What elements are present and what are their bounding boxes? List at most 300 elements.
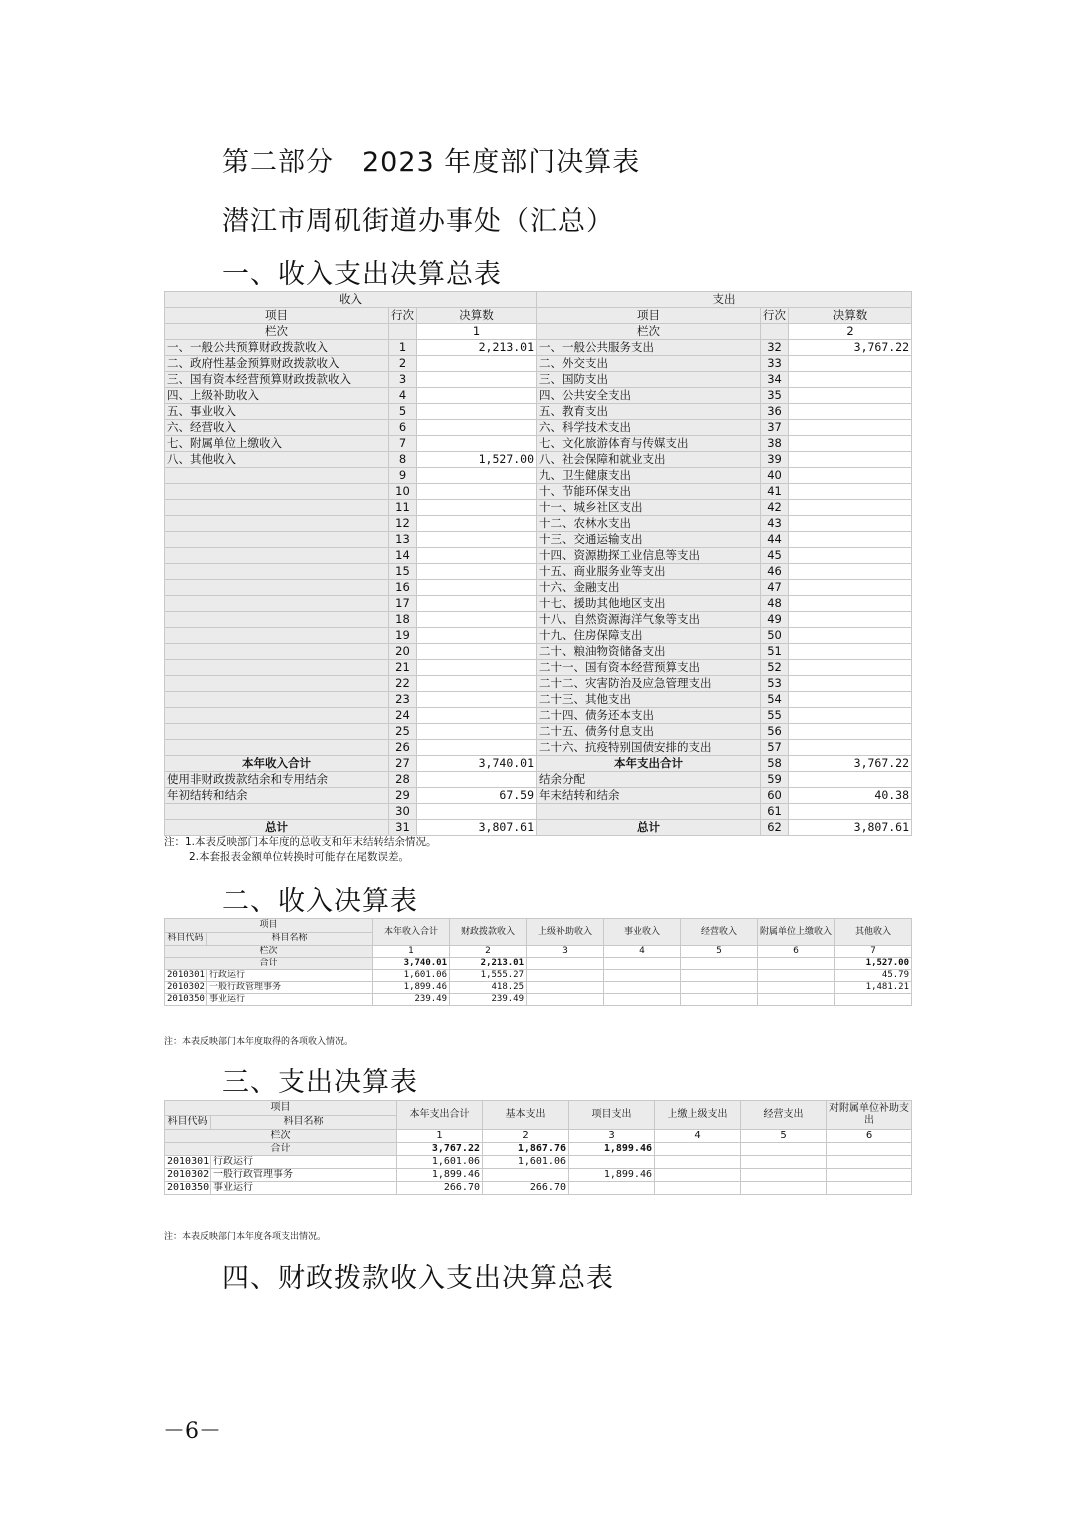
expense-amount: [789, 468, 912, 484]
income-row-no: 2: [389, 356, 417, 372]
expense-row-no: 44: [761, 532, 789, 548]
income-item: 五、事业收入: [165, 404, 389, 420]
income-row-no: 10: [389, 484, 417, 500]
income-col-no: 1: [417, 324, 537, 340]
income-amount: [417, 628, 537, 644]
amount-value: [527, 982, 604, 994]
table-row: [165, 500, 912, 516]
total-label: 合计: [165, 958, 373, 970]
table-row: [165, 1182, 912, 1195]
table-row: [165, 388, 912, 404]
income-item: [165, 484, 389, 500]
income-row-no: 8: [389, 452, 417, 468]
expense-row-no: 52: [761, 660, 789, 676]
column-number: 5: [741, 1130, 827, 1143]
amount-value: [527, 994, 604, 1006]
amount-value: [827, 1169, 912, 1182]
expense-row-no: 58: [761, 756, 789, 772]
expense-amount: [789, 532, 912, 548]
income-row-no: 12: [389, 516, 417, 532]
income-item: [165, 516, 389, 532]
table-row: [165, 452, 912, 468]
income-row-no: 29: [389, 788, 417, 804]
expense-row-no: 41: [761, 484, 789, 500]
expense-amount: [789, 708, 912, 724]
income-amount: [417, 708, 537, 724]
income-amount: [417, 692, 537, 708]
expense-item: 二十五、债务付息支出: [537, 724, 761, 740]
amount-value: 266.70: [483, 1182, 569, 1195]
amount-value: 1,601.06: [483, 1156, 569, 1169]
amount-value: [655, 1169, 741, 1182]
subject-name: 一般行政管理事务: [211, 1169, 397, 1182]
income-amount: [417, 356, 537, 372]
subject-name: 事业运行: [207, 994, 373, 1006]
table2-note: 注：本表反映部门本年度取得的各项收入情况。: [164, 1037, 354, 1047]
amount-value: 1,601.06: [397, 1156, 483, 1169]
income-item: [165, 580, 389, 596]
table-row: [165, 420, 912, 436]
column-number: 5: [681, 946, 758, 958]
total-value: 2,213.01: [450, 958, 527, 970]
expense-row-no: 45: [761, 548, 789, 564]
expense-lanci-label: 栏次: [537, 324, 761, 340]
expense-item: 三、国防支出: [537, 372, 761, 388]
expense-item: 十八、自然资源海洋气象等支出: [537, 612, 761, 628]
income-item: [165, 804, 389, 820]
table-row: [165, 772, 912, 788]
expense-row-no: 53: [761, 676, 789, 692]
income-amount: [417, 676, 537, 692]
income-amount: [417, 724, 537, 740]
income-row-no: 15: [389, 564, 417, 580]
expense-amount: [789, 612, 912, 628]
income-amount: [417, 612, 537, 628]
income-item: 六、经营收入: [165, 420, 389, 436]
column-header: 事业收入: [604, 919, 681, 946]
income-section-label: 收入: [165, 292, 537, 308]
income-row-no: 17: [389, 596, 417, 612]
expense-row-no: 33: [761, 356, 789, 372]
expense-row-no: 61: [761, 804, 789, 820]
expense-amount: [789, 452, 912, 468]
income-row-no-header: 行次: [389, 308, 417, 324]
expense-item: 六、科学技术支出: [537, 420, 761, 436]
expense-col-no: 2: [789, 324, 912, 340]
income-item: [165, 660, 389, 676]
amount-value: [681, 982, 758, 994]
column-number: 1: [397, 1130, 483, 1143]
income-row-no: 18: [389, 612, 417, 628]
income-item: 年初结转和结余: [165, 788, 389, 804]
income-row-no: 3: [389, 372, 417, 388]
amount-value: [483, 1169, 569, 1182]
expense-amount: [789, 436, 912, 452]
expense-item: 十五、商业服务业等支出: [537, 564, 761, 580]
expense-row-no: 51: [761, 644, 789, 660]
expense-row-no: 46: [761, 564, 789, 580]
table-row: [165, 484, 912, 500]
table3-total-row: [165, 1143, 912, 1156]
income-item: [165, 596, 389, 612]
income-amount-header: 决算数: [417, 308, 537, 324]
expense-row-no: 56: [761, 724, 789, 740]
income-row-no: 21: [389, 660, 417, 676]
column-header: 对附属单位补助支出: [827, 1101, 912, 1130]
expense-item: 二、外交支出: [537, 356, 761, 372]
expense-item: 十四、资源勘探工业信息等支出: [537, 548, 761, 564]
income-amount: [417, 564, 537, 580]
income-item-header: 项目: [165, 308, 389, 324]
income-item: 总计: [165, 820, 389, 836]
expense-table: [164, 1100, 912, 1195]
income-row-no: 22: [389, 676, 417, 692]
expense-item: [537, 804, 761, 820]
expense-item: 七、文化旅游体育与传媒支出: [537, 436, 761, 452]
column-number: 2: [450, 946, 527, 958]
expense-amount: [789, 420, 912, 436]
code-header: 科目代码: [165, 1115, 211, 1130]
expense-amount: [789, 388, 912, 404]
table1-heading: 一、收入支出决算总表: [222, 259, 502, 290]
amount-value: [741, 1156, 827, 1169]
subject-code: 2010350: [165, 1182, 211, 1195]
lanci-label: 栏次: [165, 946, 373, 958]
amount-value: 266.70: [397, 1182, 483, 1195]
table-row: [165, 982, 912, 994]
expense-row-no: 38: [761, 436, 789, 452]
amount-value: [741, 1182, 827, 1195]
expense-item: 二十二、灾害防治及应急管理支出: [537, 676, 761, 692]
expense-item: 二十一、国有资本经营预算支出: [537, 660, 761, 676]
expense-amount: [789, 644, 912, 660]
total-value: [527, 958, 604, 970]
expense-amount: [789, 372, 912, 388]
table2-total-row: [165, 958, 912, 970]
table1-lanci-row: [165, 324, 912, 340]
subject-code: 2010301: [165, 970, 207, 982]
expense-amount: 3,807.61: [789, 820, 912, 836]
expense-item: 十、节能环保支出: [537, 484, 761, 500]
income-row-no: 19: [389, 628, 417, 644]
column-header: 上缴上级支出: [655, 1101, 741, 1130]
table-row: [165, 596, 912, 612]
amount-value: [604, 970, 681, 982]
subject-code: 2010350: [165, 994, 207, 1006]
table-row: [165, 644, 912, 660]
expense-item: 年末结转和结余: [537, 788, 761, 804]
income-row-no: 1: [389, 340, 417, 356]
subject-name: 行政运行: [211, 1156, 397, 1169]
expense-row-no: 48: [761, 596, 789, 612]
expense-item: 九、卫生健康支出: [537, 468, 761, 484]
amount-value: 45.79: [835, 970, 912, 982]
column-number: 7: [835, 946, 912, 958]
income-row-no: 28: [389, 772, 417, 788]
total-value: [827, 1143, 912, 1156]
income-amount: [417, 420, 537, 436]
expense-row-no: 50: [761, 628, 789, 644]
expense-amount: 40.38: [789, 788, 912, 804]
expense-row-no: 60: [761, 788, 789, 804]
income-item: [165, 500, 389, 516]
income-row-no: 20: [389, 644, 417, 660]
column-number: 3: [569, 1130, 655, 1143]
expense-item: 十六、金融支出: [537, 580, 761, 596]
part-heading: 第二部分 2023 年度部门决算表: [222, 147, 641, 178]
table1-column-header-row: [165, 308, 912, 324]
expense-row-no: 32: [761, 340, 789, 356]
expense-item: 本年支出合计: [537, 756, 761, 772]
income-item: [165, 532, 389, 548]
table-row: [165, 740, 912, 756]
income-item: 二、政府性基金预算财政拨款收入: [165, 356, 389, 372]
table1-section-header-row: [165, 292, 912, 308]
amount-value: [758, 970, 835, 982]
income-row-no: 26: [389, 740, 417, 756]
income-amount: 67.59: [417, 788, 537, 804]
amount-value: [604, 994, 681, 1006]
table3-note: 注：本表反映部门本年度各项支出情况。: [164, 1232, 327, 1242]
income-lanci-label: 栏次: [165, 324, 389, 340]
income-amount: [417, 372, 537, 388]
income-item: [165, 724, 389, 740]
expense-amount: [789, 548, 912, 564]
table2-heading: 二、收入决算表: [222, 886, 418, 917]
table3-lanci-row: [165, 1130, 912, 1143]
expense-section-label: 支出: [537, 292, 912, 308]
column-number: 4: [655, 1130, 741, 1143]
page-number: －6－: [163, 1419, 221, 1444]
income-item: [165, 564, 389, 580]
subject-name: 一般行政管理事务: [207, 982, 373, 994]
income-amount: 1,527.00: [417, 452, 537, 468]
income-item: [165, 548, 389, 564]
income-lanci-blank: [389, 324, 417, 340]
table-row: [165, 356, 912, 372]
column-header: 本年支出合计: [397, 1101, 483, 1130]
income-amount: [417, 484, 537, 500]
income-amount: [417, 596, 537, 612]
income-amount: 3,740.01: [417, 756, 537, 772]
expense-amount: [789, 628, 912, 644]
income-amount: [417, 644, 537, 660]
amount-value: [681, 994, 758, 1006]
column-header: 经营支出: [741, 1101, 827, 1130]
total-value: 3,740.01: [373, 958, 450, 970]
income-amount: [417, 388, 537, 404]
amount-value: 1,555.27: [450, 970, 527, 982]
column-number: 6: [758, 946, 835, 958]
table-row: [165, 628, 912, 644]
expense-row-no: 34: [761, 372, 789, 388]
income-row-no: 4: [389, 388, 417, 404]
amount-value: 418.25: [450, 982, 527, 994]
table-row: [165, 820, 912, 836]
subject-code: 2010302: [165, 982, 207, 994]
table-row: [165, 516, 912, 532]
income-amount: [417, 532, 537, 548]
table-row: [165, 548, 912, 564]
expense-amount: [789, 516, 912, 532]
income-item: 四、上级补助收入: [165, 388, 389, 404]
expense-row-no: 39: [761, 452, 789, 468]
expense-amount: [789, 404, 912, 420]
income-amount: [417, 804, 537, 820]
total-value: [681, 958, 758, 970]
total-label: 合计: [165, 1143, 397, 1156]
expense-row-no: 57: [761, 740, 789, 756]
subject-code: 2010302: [165, 1169, 211, 1182]
income-amount: [417, 548, 537, 564]
income-amount: [417, 500, 537, 516]
expense-item: 结余分配: [537, 772, 761, 788]
amount-value: [655, 1182, 741, 1195]
amount-value: [527, 970, 604, 982]
expense-amount: [789, 660, 912, 676]
expense-amount: [789, 676, 912, 692]
table-row: [165, 404, 912, 420]
income-expense-summary-table: [164, 291, 912, 836]
expense-row-no: 43: [761, 516, 789, 532]
amount-value: [655, 1156, 741, 1169]
expense-item: 十七、援助其他地区支出: [537, 596, 761, 612]
subject-code: 2010301: [165, 1156, 211, 1169]
table2-header-row-1: [165, 919, 912, 933]
expense-amount: [789, 564, 912, 580]
expense-amount: [789, 596, 912, 612]
income-item: [165, 468, 389, 484]
income-amount: [417, 580, 537, 596]
income-row-no: 23: [389, 692, 417, 708]
table-row: [165, 970, 912, 982]
expense-item: 二十六、抗疫特别国债安排的支出: [537, 740, 761, 756]
table1-note2: 2.本套报表金额单位转换时可能存在尾数误差。: [189, 851, 410, 863]
amount-value: 1,899.46: [373, 982, 450, 994]
income-amount: [417, 516, 537, 532]
expense-amount: [789, 772, 912, 788]
income-item: [165, 676, 389, 692]
amount-value: 239.49: [373, 994, 450, 1006]
income-row-no: 16: [389, 580, 417, 596]
income-item: [165, 740, 389, 756]
total-value: 1,527.00: [835, 958, 912, 970]
total-value: [604, 958, 681, 970]
amount-value: [681, 970, 758, 982]
table2-lanci-row: [165, 946, 912, 958]
column-header: 本年收入合计: [373, 919, 450, 946]
income-row-no: 25: [389, 724, 417, 740]
column-number: 2: [483, 1130, 569, 1143]
table-row: [165, 372, 912, 388]
column-header: 其他收入: [835, 919, 912, 946]
column-header: 基本支出: [483, 1101, 569, 1130]
column-number: 6: [827, 1130, 912, 1143]
income-item: 三、国有资本经营预算财政拨款收入: [165, 372, 389, 388]
table-row: [165, 756, 912, 772]
expense-row-no: 62: [761, 820, 789, 836]
income-row-no: 24: [389, 708, 417, 724]
table3-header-row-1: [165, 1101, 912, 1116]
income-item: 使用非财政拨款结余和专用结余: [165, 772, 389, 788]
expense-item-header: 项目: [537, 308, 761, 324]
amount-value: [827, 1156, 912, 1169]
income-item: [165, 628, 389, 644]
income-amount: 3,807.61: [417, 820, 537, 836]
income-item: [165, 612, 389, 628]
expense-item: 二十三、其他支出: [537, 692, 761, 708]
table-row: [165, 708, 912, 724]
table-row: [165, 532, 912, 548]
income-amount: [417, 660, 537, 676]
code-header: 科目代码: [165, 932, 207, 946]
expense-row-no: 42: [761, 500, 789, 516]
expense-lanci-blank: [761, 324, 789, 340]
column-header: 财政拨款收入: [450, 919, 527, 946]
table-row: [165, 340, 912, 356]
expense-item: 二十四、债务还本支出: [537, 708, 761, 724]
table-row: [165, 564, 912, 580]
income-amount: [417, 436, 537, 452]
income-amount: [417, 772, 537, 788]
table3-heading: 三、支出决算表: [222, 1067, 418, 1098]
expense-item: 总计: [537, 820, 761, 836]
lanci-label: 栏次: [165, 1130, 397, 1143]
expense-row-no: 47: [761, 580, 789, 596]
table4-heading: 四、财政拨款收入支出决算总表: [222, 1263, 614, 1294]
income-row-no: 30: [389, 804, 417, 820]
expense-amount: [789, 356, 912, 372]
expense-item: 十九、住房保障支出: [537, 628, 761, 644]
amount-value: 1,899.46: [397, 1169, 483, 1182]
expense-row-no: 37: [761, 420, 789, 436]
table-row: [165, 436, 912, 452]
subject-name: 事业运行: [211, 1182, 397, 1195]
expense-row-no: 36: [761, 404, 789, 420]
table-row: [165, 692, 912, 708]
expense-item: 十三、交通运输支出: [537, 532, 761, 548]
amount-value: [569, 1156, 655, 1169]
table-row: [165, 580, 912, 596]
expense-row-no: 35: [761, 388, 789, 404]
amount-value: 1,899.46: [569, 1169, 655, 1182]
income-row-no: 5: [389, 404, 417, 420]
total-value: [741, 1143, 827, 1156]
total-value: [758, 958, 835, 970]
item-header: 项目: [165, 1101, 397, 1116]
income-row-no: 27: [389, 756, 417, 772]
amount-value: [604, 982, 681, 994]
table-row: [165, 1169, 912, 1182]
amount-value: 1,481.21: [835, 982, 912, 994]
total-value: 1,867.76: [483, 1143, 569, 1156]
income-table: [164, 918, 912, 1006]
expense-amount: [789, 724, 912, 740]
expense-amount: [789, 500, 912, 516]
expense-amount: 3,767.22: [789, 756, 912, 772]
income-item: 一、一般公共预算财政拨款收入: [165, 340, 389, 356]
income-item: 本年收入合计: [165, 756, 389, 772]
expense-row-no: 55: [761, 708, 789, 724]
column-header: 附属单位上缴收入: [758, 919, 835, 946]
income-row-no: 31: [389, 820, 417, 836]
income-amount: [417, 468, 537, 484]
expense-item: 十一、城乡社区支出: [537, 500, 761, 516]
subject-name: 行政运行: [207, 970, 373, 982]
name-header: 科目名称: [207, 932, 373, 946]
expense-row-no: 40: [761, 468, 789, 484]
income-item: 八、其他收入: [165, 452, 389, 468]
